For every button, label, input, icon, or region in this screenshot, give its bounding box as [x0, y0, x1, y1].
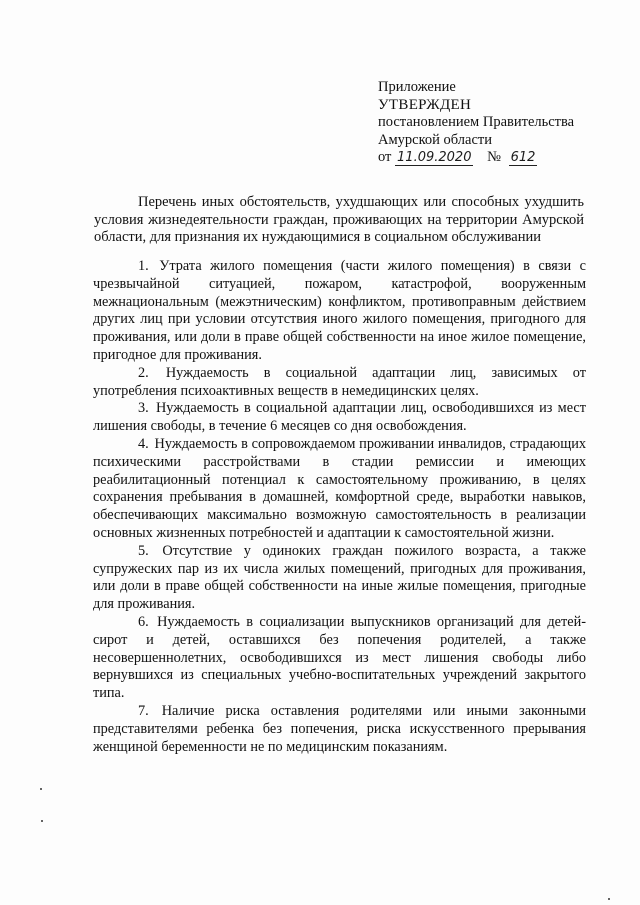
- document-title-text: Перечень иных обстоятельств, ухудшающих или способных ухудшить условия жизнедеятельности граждан, проживающих на территории Амурской области, для признания их нуждающимися в социальном обслуживании: [94, 194, 584, 245]
- list-item: [93, 543, 586, 614]
- list-item: [93, 365, 586, 401]
- items-list: [93, 258, 586, 756]
- date-number-line: [378, 149, 608, 167]
- list-item: [93, 436, 586, 543]
- item-text: Утрата жилого помещения (части жилого помещения) в связи с чрезвычайной ситуацией, пожаром, катастрофой, вооруженным межнациональным (межэтническим) конфликтом, противоправным действием других лиц при условии отсутствия иного жилого помещения, пригодного для проживания, или доли в праве общей собственности на иное жилое помещение, пригодное для проживания.: [93, 258, 586, 363]
- handwritten-number: 612: [510, 150, 536, 165]
- item-number: 2.: [138, 364, 149, 381]
- item-text: Наличие риска оставления родителями или иными законными представителями ребенка без попечения, риска искусственного прерывания женщиной беременности не по медицинским показаниям.: [93, 702, 587, 755]
- item-number: 7.: [138, 702, 149, 719]
- item-text: Нуждаемость в сопровождаемом проживании инвалидов, страдающих психическими расстройствами в стадии ремиссии и имеющих реабилитационный потенциал к самостоятельному проживанию, в целях сохранения пребывания в домашней, комфортной среде, выработки навыков, обеспечивающих максимально возможную самостоятельность в реализации основных жизненных потребностей и адаптации к самостоятельной жизни.: [93, 435, 587, 541]
- handwritten-date: 11.09.2020: [397, 150, 472, 165]
- item-number: 1.: [138, 258, 149, 274]
- scan-speck: [41, 820, 43, 822]
- item-text: Отсутствие у одиноких граждан пожилого возраста, а также супружеских пар из их числа жилых помещений, пригодных для проживания, или доли в праве общей собственности на иные жилые помещения, пригодные для проживания.: [93, 542, 586, 613]
- scan-speck: [40, 788, 42, 790]
- item-text: Нуждаемость в социализации выпускников организаций для детей-сирот и детей, оставшихся без попечения родителей, а также несовершеннолетних, освободившихся из мест лишения свободы либо вернувшихся из специальных учебно-воспитательных учреждений закрытого типа.: [93, 613, 586, 702]
- region-label: Амурской области: [378, 131, 492, 148]
- list-item: [93, 400, 586, 436]
- appendix-label: Приложение: [378, 79, 456, 95]
- item-text: Нуждаемость в социальной адаптации лиц, зависимых от употребления психоактивных веществ в немедицинских целях.: [93, 364, 586, 399]
- list-item: [93, 703, 586, 756]
- date-prefix: от: [378, 149, 392, 165]
- approval-block: [378, 79, 608, 167]
- item-number: 5.: [138, 542, 149, 559]
- approved-label: УТВЕРЖДЕН: [378, 96, 472, 113]
- approved-by-label: постановлением Правительства: [378, 114, 575, 130]
- item-number: 3.: [138, 400, 149, 417]
- item-number: 6.: [138, 613, 149, 630]
- document-title: [94, 194, 584, 247]
- list-item: [93, 614, 586, 703]
- scan-speck: [608, 898, 610, 900]
- list-item: [93, 258, 586, 365]
- item-number: 4.: [138, 435, 149, 452]
- item-text: Нуждаемость в социальной адаптации лиц, освободившихся из мест лишения свободы, в течение 6 месяцев со дня освобождения.: [93, 400, 586, 435]
- number-sign: №: [487, 149, 501, 165]
